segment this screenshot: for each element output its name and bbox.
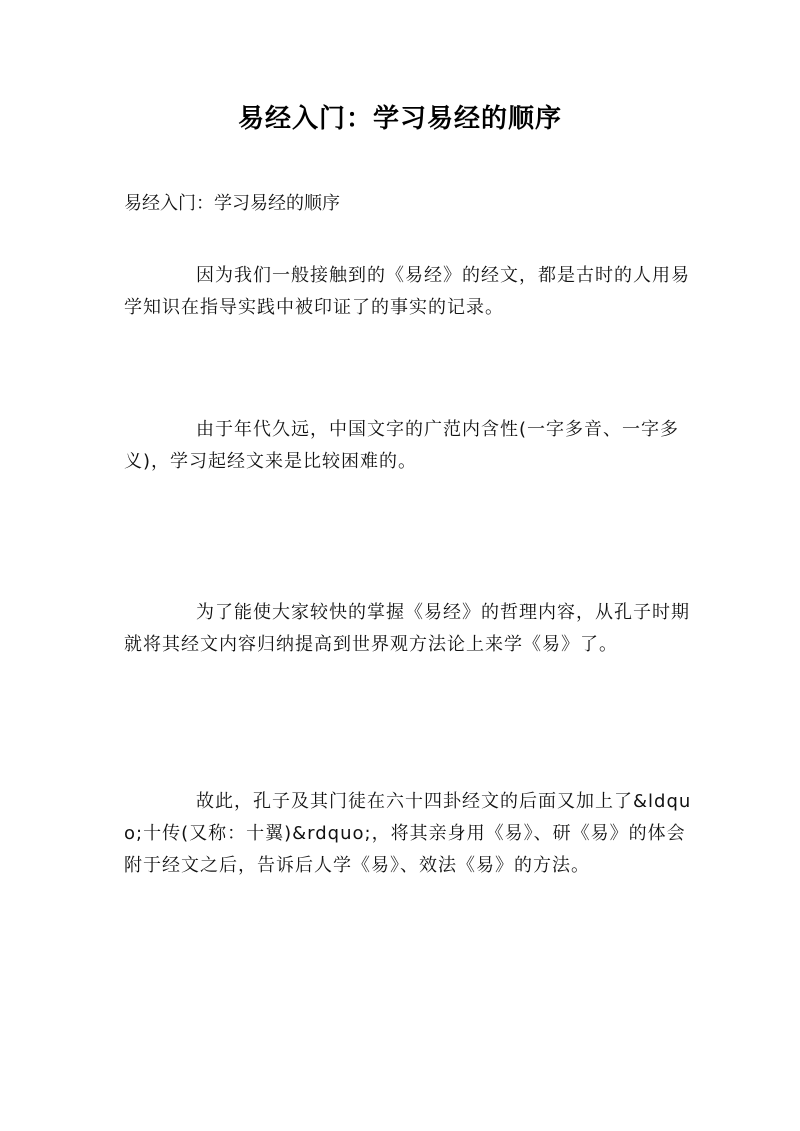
paragraph: 由于年代久远，中国文字的广范内含性(一字多音、一字多义)，学习起经文来是比较困难的。	[124, 419, 680, 472]
document-subtitle: 易经入门：学习易经的顺序	[124, 193, 340, 214]
paragraph: 故此，孔子及其门徒在六十四卦经文的后面又加上了&ldquo;十传(又称：十翼)&rdquo;，将其亲身用《易》、研《易》的体会附于经文之后，告诉后人学《易》、效法《易》的方法。	[124, 791, 692, 876]
paragraph: 因为我们一般接触到的《易经》的经文，都是古时的人用易学知识在指导实践中被印证了的事实的记录。	[124, 265, 690, 318]
document-title: 易经入门：学习易经的顺序	[237, 104, 562, 134]
paragraph: 为了能使大家较快的掌握《易经》的哲理内容，从孔子时期就将其经文内容归纳提高到世界观方法论上来学《易》了。	[124, 602, 690, 655]
